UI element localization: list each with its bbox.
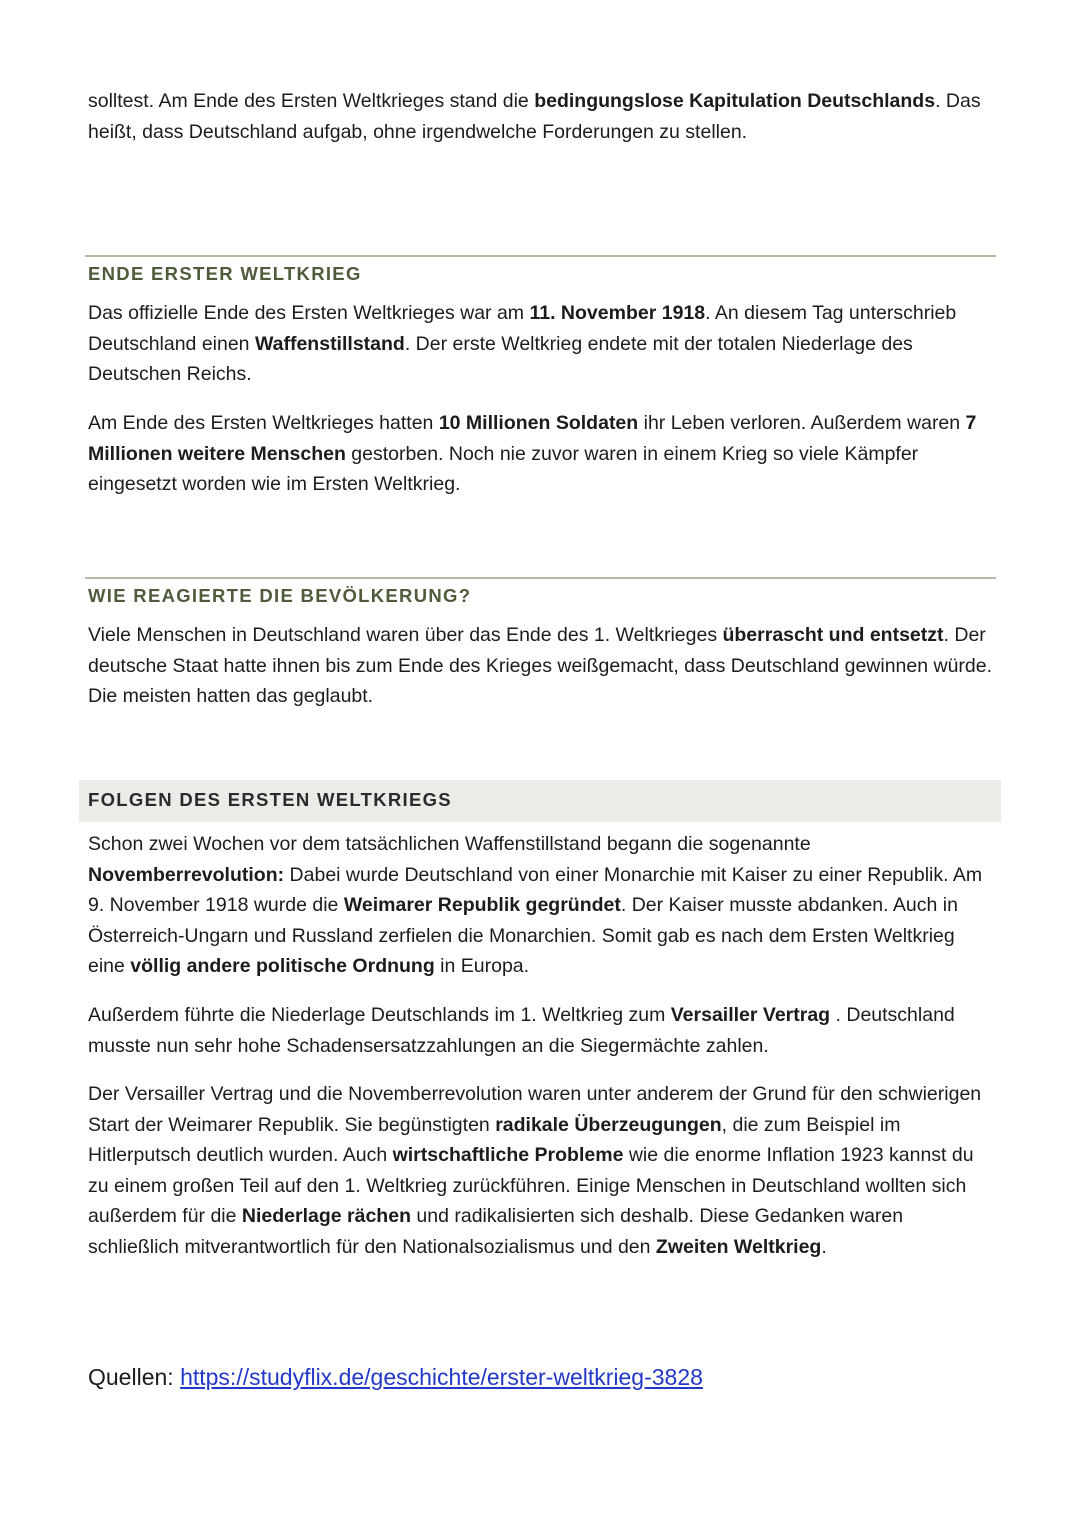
text-run: Viele Menschen in Deutschland waren über das Ende des 1. Weltkrieges bbox=[88, 624, 723, 646]
bold-run: bedingungslose Kapitulation Deutschlands bbox=[534, 90, 936, 112]
bold-run: Niederlage rächen bbox=[241, 1205, 411, 1227]
bold-run: Weimarer Republik gegründet bbox=[343, 894, 621, 916]
section-divider bbox=[85, 577, 996, 579]
consequences-paragraph-3 bbox=[88, 1079, 996, 1262]
bold-run: völlig andere politische Ordnung bbox=[130, 955, 435, 977]
text-run: Außerdem führte die Niederlage Deutschlands im 1. Weltkrieg zum bbox=[88, 1004, 671, 1026]
reaction-paragraph-1 bbox=[88, 620, 996, 712]
end-paragraph-2 bbox=[88, 408, 996, 500]
text-run: solltest. Am Ende des Ersten Weltkrieges stand die bbox=[88, 90, 535, 112]
bold-run: radikale Überzeugungen bbox=[495, 1113, 722, 1136]
text-run: . Das heißt, dass Deutschland aufgab, ohne irgendwelche Forderungen zu stellen. bbox=[88, 90, 981, 143]
bold-run: 11. November 1918 bbox=[529, 302, 706, 324]
text-run: . Deutschland musste nun sehr hohe Schadensersatzzahlungen an die Siegermächte zahlen. bbox=[88, 1004, 955, 1057]
text-run: ihr Leben verloren. Außerdem waren bbox=[638, 412, 966, 434]
text-run: . Der deutsche Staat hatte ihnen bis zum Ende des Krieges weißgemacht, dass Deutschland gewinnen würde. Die meisten hatten das geglaubt. bbox=[88, 624, 993, 707]
bold-run: Waffenstillstand bbox=[254, 332, 405, 355]
section-heading-reaction: WIE REAGIERTE DIE BEVÖLKERUNG? bbox=[88, 585, 472, 606]
consequences-paragraph-2 bbox=[88, 1000, 996, 1061]
bold-run: 10 Millionen Soldaten bbox=[438, 412, 639, 434]
consequences-paragraph-1 bbox=[88, 829, 996, 982]
sources-link[interactable]: https://studyflix.de/geschichte/erster-weltkrieg-3828 bbox=[180, 1364, 703, 1390]
text-run: und radikalisierten sich deshalb. Diese Gedanken waren schließlich mitverantwortlich für den Nationalsozialismus und den bbox=[88, 1205, 904, 1258]
bold-run: 7 Millionen weitere Menschen bbox=[88, 412, 977, 465]
sources-line bbox=[88, 1360, 703, 1394]
text-run: . Der erste Weltkrieg endete mit der totalen Niederlage des Deutschen Reichs. bbox=[88, 332, 913, 385]
text-run: Am Ende des Ersten Weltkrieges hatten bbox=[88, 412, 439, 434]
sources-label: Quellen: bbox=[88, 1364, 181, 1390]
bold-run: wirtschaftliche Probleme bbox=[392, 1144, 624, 1166]
text-run: Das offizielle Ende des Ersten Weltkrieges war am bbox=[88, 302, 530, 324]
text-run: in Europa. bbox=[434, 955, 530, 977]
bold-run: Versailler Vertrag bbox=[670, 1004, 831, 1026]
text-run: gestorben. Noch nie zuvor waren in einem Krieg so viele Kämpfer eingesetzt worden wie im Ersten Weltkrieg. bbox=[88, 442, 919, 495]
text-run: Der Versailler Vertrag und die Novemberrevolution waren unter anderem der Grund für den schwierigen Start der Weimarer Republik. Sie begünstigten bbox=[88, 1083, 982, 1136]
text-run: . bbox=[821, 1235, 827, 1258]
text-run: . An diesem Tag unterschrieb Deutschland einen bbox=[88, 302, 957, 355]
text-run: Schon zwei Wochen vor dem tatsächlichen Waffenstillstand begann die sogenannte bbox=[88, 833, 811, 855]
bold-run: überrascht und entsetzt bbox=[722, 624, 944, 646]
bold-run: Zweiten Weltkrieg bbox=[655, 1235, 822, 1258]
end-paragraph-1 bbox=[88, 298, 996, 390]
intro-paragraph bbox=[88, 86, 996, 147]
text-run: . Der Kaiser musste abdanken. Auch in Österreich-Ungarn und Russland zerfielen die Monarchien. Somit gab es nach dem Ersten Weltkrieg eine bbox=[88, 894, 958, 977]
text-run: , die zum Beispiel im Hitlerputsch deutlich wurden. Auch bbox=[88, 1113, 901, 1166]
text-run: Dabei wurde Deutschland von einer Monarchie mit Kaiser zu einer Republik. Am 9. November 1918 wurde die bbox=[88, 863, 983, 916]
section-heading-end: ENDE ERSTER WELTKRIEG bbox=[88, 263, 362, 284]
bold-run: Novemberrevolution: bbox=[88, 863, 285, 886]
section-divider bbox=[85, 255, 996, 257]
text-run: wie die enorme Inflation 1923 kannst du zu einem großen Teil auf den 1. Weltkrieg zurückführen. Einige Menschen in Deutschland wollten sich außerdem für die bbox=[88, 1144, 974, 1227]
section-heading-consequences: FOLGEN DES ERSTEN WELTKRIEGS bbox=[88, 789, 452, 810]
